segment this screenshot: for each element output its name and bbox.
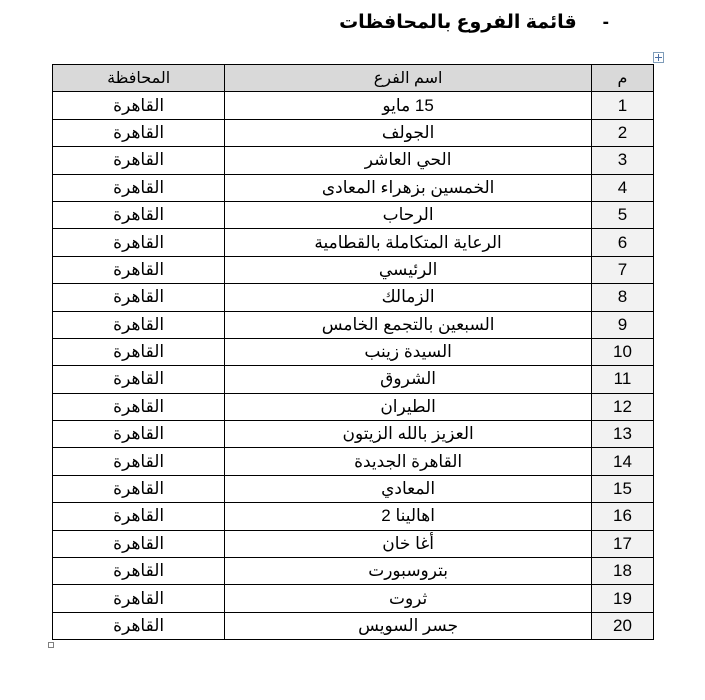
table-header-row xyxy=(53,65,654,92)
table-row xyxy=(53,558,654,585)
branch-name-cell: الرئيسي xyxy=(225,256,592,283)
row-number-cell: 17 xyxy=(591,530,653,557)
table-row xyxy=(53,503,654,530)
governorate-cell: القاهرة xyxy=(53,475,225,502)
governorate-cell: القاهرة xyxy=(53,338,225,365)
title-bullet: - xyxy=(602,11,609,33)
governorate-cell: القاهرة xyxy=(53,284,225,311)
governorate-cell: القاهرة xyxy=(53,503,225,530)
governorate-cell: القاهرة xyxy=(53,229,225,256)
header-number: م xyxy=(591,65,653,92)
table-row xyxy=(53,92,654,119)
table-row xyxy=(53,475,654,502)
branch-name-cell: العزيز بالله الزيتون xyxy=(225,421,592,448)
page-title xyxy=(339,11,609,34)
row-number-cell: 6 xyxy=(591,229,653,256)
governorate-cell: القاهرة xyxy=(53,448,225,475)
table-row xyxy=(53,338,654,365)
table-row xyxy=(53,421,654,448)
governorate-cell: القاهرة xyxy=(53,119,225,146)
header-branch-name: اسم الفرع xyxy=(225,65,592,92)
governorate-cell: القاهرة xyxy=(53,201,225,228)
branches-table xyxy=(52,64,654,640)
title-text: قائمة الفروع بالمحافظات xyxy=(339,12,577,33)
branch-name-cell: الخمسين بزهراء المعادى xyxy=(225,174,592,201)
row-number-cell: 10 xyxy=(591,338,653,365)
table-row xyxy=(53,229,654,256)
table-row xyxy=(53,284,654,311)
governorate-cell: القاهرة xyxy=(53,366,225,393)
governorate-cell: القاهرة xyxy=(53,92,225,119)
branch-name-cell: الطيران xyxy=(225,393,592,420)
row-number-cell: 3 xyxy=(591,147,653,174)
governorate-cell: القاهرة xyxy=(53,558,225,585)
table-row xyxy=(53,612,654,639)
row-number-cell: 12 xyxy=(591,393,653,420)
table-row xyxy=(53,366,654,393)
row-number-cell: 2 xyxy=(591,119,653,146)
branch-name-cell: السبعين بالتجمع الخامس xyxy=(225,311,592,338)
table-row xyxy=(53,530,654,557)
branch-name-cell: الجولف xyxy=(225,119,592,146)
row-number-cell: 19 xyxy=(591,585,653,612)
row-number-cell: 11 xyxy=(591,366,653,393)
table-row xyxy=(53,201,654,228)
row-number-cell: 4 xyxy=(591,174,653,201)
branch-name-cell: ثروت xyxy=(225,585,592,612)
row-number-cell: 14 xyxy=(591,448,653,475)
row-number-cell: 7 xyxy=(591,256,653,283)
branch-name-cell: الزمالك xyxy=(225,284,592,311)
table-move-handle-icon[interactable] xyxy=(653,52,664,63)
branch-name-cell: الحي العاشر xyxy=(225,147,592,174)
branch-name-cell: جسر السويس xyxy=(225,612,592,639)
row-number-cell: 1 xyxy=(591,92,653,119)
branch-name-cell: الشروق xyxy=(225,366,592,393)
table-row xyxy=(53,174,654,201)
header-governorate: المحافظة xyxy=(53,65,225,92)
branch-name-cell: المعادي xyxy=(225,475,592,502)
table-row xyxy=(53,147,654,174)
branch-name-cell: أغا خان xyxy=(225,530,592,557)
table-row xyxy=(53,311,654,338)
governorate-cell: القاهرة xyxy=(53,421,225,448)
branch-name-cell: الرحاب xyxy=(225,201,592,228)
branch-name-cell: الرعاية المتكاملة بالقطامية xyxy=(225,229,592,256)
governorate-cell: القاهرة xyxy=(53,311,225,338)
branch-name-cell: بتروسبورت xyxy=(225,558,592,585)
row-number-cell: 18 xyxy=(591,558,653,585)
table-resize-handle-icon[interactable] xyxy=(48,642,54,648)
row-number-cell: 8 xyxy=(591,284,653,311)
table-row xyxy=(53,119,654,146)
governorate-cell: القاهرة xyxy=(53,585,225,612)
governorate-cell: القاهرة xyxy=(53,612,225,639)
table-row xyxy=(53,256,654,283)
row-number-cell: 5 xyxy=(591,201,653,228)
branch-name-cell: اهالينا 2 xyxy=(225,503,592,530)
branch-name-cell: 15 مايو xyxy=(225,92,592,119)
row-number-cell: 20 xyxy=(591,612,653,639)
branch-name-cell: القاهرة الجديدة xyxy=(225,448,592,475)
branch-name-cell: السيدة زينب xyxy=(225,338,592,365)
row-number-cell: 9 xyxy=(591,311,653,338)
row-number-cell: 16 xyxy=(591,503,653,530)
table-row xyxy=(53,393,654,420)
governorate-cell: القاهرة xyxy=(53,147,225,174)
governorate-cell: القاهرة xyxy=(53,256,225,283)
row-number-cell: 15 xyxy=(591,475,653,502)
governorate-cell: القاهرة xyxy=(53,393,225,420)
row-number-cell: 13 xyxy=(591,421,653,448)
table-row xyxy=(53,448,654,475)
governorate-cell: القاهرة xyxy=(53,174,225,201)
table-row xyxy=(53,585,654,612)
governorate-cell: القاهرة xyxy=(53,530,225,557)
